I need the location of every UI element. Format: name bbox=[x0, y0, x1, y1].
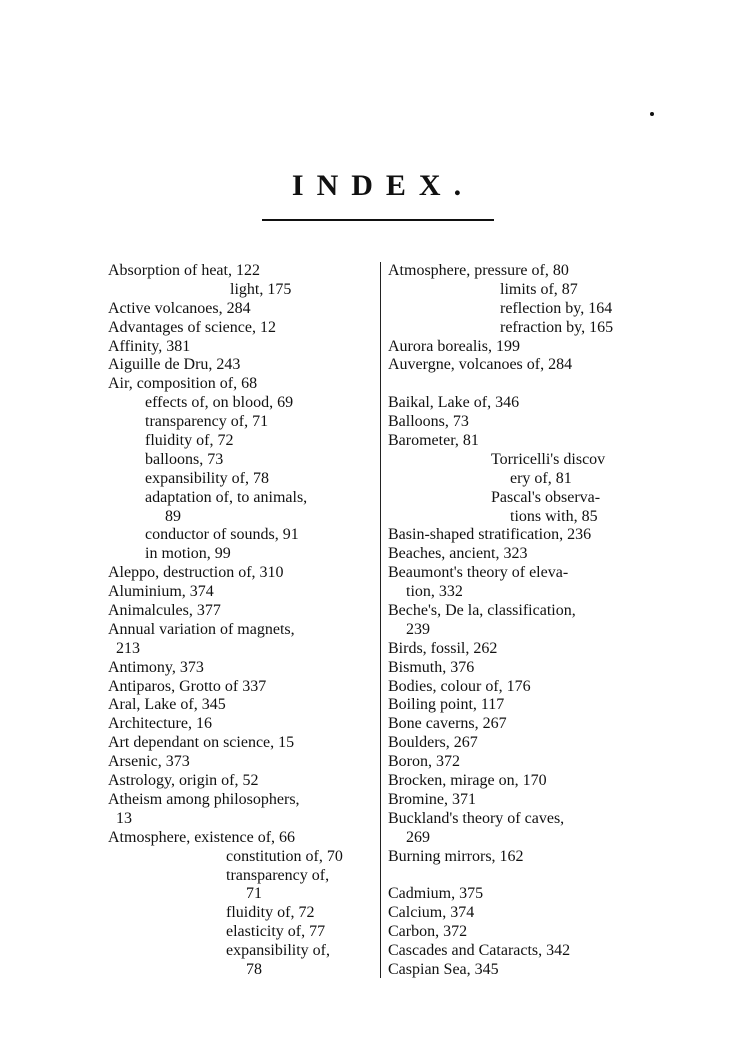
index-column-right bbox=[388, 262, 653, 980]
index-entry: light, 175 bbox=[230, 280, 292, 298]
index-entry: Absorption of heat, 122 bbox=[108, 262, 260, 279]
index-entry: Annual variation of magnets, bbox=[108, 620, 295, 638]
ink-speck bbox=[650, 112, 654, 116]
index-entry: Beaches, ancient, 323 bbox=[388, 545, 528, 563]
index-entry: Boron, 372 bbox=[388, 753, 460, 771]
index-entry: Baikal, Lake of, 346 bbox=[388, 394, 520, 412]
column-divider bbox=[380, 262, 381, 978]
index-entry: Buckland's theory of caves, bbox=[388, 809, 565, 827]
index-entry: Beaumont's theory of eleva- bbox=[388, 564, 569, 582]
index-entry: Carbon, 372 bbox=[388, 923, 468, 941]
index-entry: 213 bbox=[116, 639, 140, 657]
index-entry: Animalcules, 377 bbox=[108, 602, 221, 620]
index-entry: Barometer, 81 bbox=[388, 432, 479, 450]
index-entry: Brocken, mirage on, 170 bbox=[388, 772, 547, 790]
index-entry: Bromine, 371 bbox=[388, 790, 476, 808]
index-entry: constitution of, 70 bbox=[226, 847, 343, 865]
index-entry: 239 bbox=[406, 620, 430, 638]
index-entry: expansibility of, 78 bbox=[145, 469, 269, 487]
index-entry: effects of, on blood, 69 bbox=[145, 394, 294, 412]
index-entry: Cascades and Cataracts, 342 bbox=[388, 942, 571, 960]
index-entry: Boulders, 267 bbox=[388, 734, 478, 752]
index-entry: adaptation of, to animals, bbox=[145, 488, 308, 506]
index-entry: Atheism among philosophers, bbox=[108, 790, 300, 808]
index-entry: balloons, 73 bbox=[145, 450, 224, 468]
index-entry: Antimony, 373 bbox=[108, 658, 204, 676]
index-entry: 71 bbox=[246, 885, 262, 903]
index-entry: Architecture, 16 bbox=[108, 715, 212, 733]
index-entry: tion, 332 bbox=[406, 583, 463, 601]
index-entry: Torricelli's discov bbox=[491, 450, 606, 468]
index-entry: conductor of sounds, 91 bbox=[145, 526, 299, 544]
index-column-left bbox=[108, 262, 376, 980]
index-entry: Antiparos, Grotto of 337 bbox=[108, 677, 267, 695]
index-entry: 269 bbox=[406, 828, 430, 846]
index-entry: Caspian Sea, 345 bbox=[388, 960, 499, 978]
index-entry: transparency of, bbox=[226, 866, 330, 884]
index-entry: transparency of, 71 bbox=[145, 413, 269, 431]
index-entry: fluidity of, 72 bbox=[145, 432, 234, 450]
index-entry: 13 bbox=[116, 809, 132, 827]
index-entry: Calcium, 374 bbox=[388, 904, 475, 922]
index-entry: Bodies, colour of, 176 bbox=[388, 677, 531, 695]
index-entry: refraction by, 165 bbox=[500, 318, 614, 336]
index-entry: expansibility of, bbox=[226, 942, 330, 960]
index-entry: fluidity of, 72 bbox=[226, 904, 315, 922]
index-entry: 78 bbox=[246, 960, 262, 978]
index-entry: Cadmium, 375 bbox=[388, 885, 484, 903]
index-entry: Atmosphere, pressure of, 80 bbox=[388, 262, 569, 279]
index-entry: 89 bbox=[165, 507, 181, 525]
index-entry: Birds, fossil, 262 bbox=[388, 639, 498, 657]
index-entry: Aleppo, destruction of, 310 bbox=[108, 564, 284, 582]
index-entry: Bismuth, 376 bbox=[388, 658, 475, 676]
index-entry: Pascal's observa- bbox=[491, 488, 601, 506]
index-entry: Art dependant on science, 15 bbox=[108, 734, 295, 752]
index-entry: Balloons, 73 bbox=[388, 413, 469, 431]
index-entry: Active volcanoes, 284 bbox=[108, 299, 251, 317]
index-entry: Arsenic, 373 bbox=[108, 753, 190, 771]
index-entry: Boiling point, 117 bbox=[388, 696, 505, 714]
index-entry: Aral, Lake of, 345 bbox=[108, 696, 226, 714]
index-entry: Aiguille de Dru, 243 bbox=[108, 356, 241, 374]
page-title: INDEX. bbox=[291, 169, 475, 203]
index-entry: Auvergne, volcanoes of, 284 bbox=[388, 356, 573, 374]
index-entry: reflection by, 164 bbox=[500, 299, 613, 317]
index-entry: tions with, 85 bbox=[510, 507, 598, 525]
index-entry: limits of, 87 bbox=[500, 280, 578, 298]
index-entry: Bone caverns, 267 bbox=[388, 715, 507, 733]
index-entry: Astrology, origin of, 52 bbox=[108, 772, 259, 790]
index-entry: Aurora borealis, 199 bbox=[388, 337, 520, 355]
index-entry: in motion, 99 bbox=[145, 545, 231, 563]
index-entry: elasticity of, 77 bbox=[226, 923, 326, 941]
index-entry: Burning mirrors, 162 bbox=[388, 847, 524, 865]
index-entry: Affinity, 381 bbox=[108, 337, 191, 355]
index-entry: Aluminium, 374 bbox=[108, 583, 214, 601]
index-entry: Basin-shaped stratification, 236 bbox=[388, 526, 592, 544]
index-entry: Advantages of science, 12 bbox=[108, 318, 276, 336]
index-entry: ery of, 81 bbox=[510, 469, 572, 487]
index-entry: Atmosphere, existence of, 66 bbox=[108, 828, 296, 846]
index-entry: Beche's, De la, classification, bbox=[388, 602, 576, 620]
title-rule bbox=[262, 219, 494, 221]
index-entry: Air, composition of, 68 bbox=[108, 375, 258, 393]
